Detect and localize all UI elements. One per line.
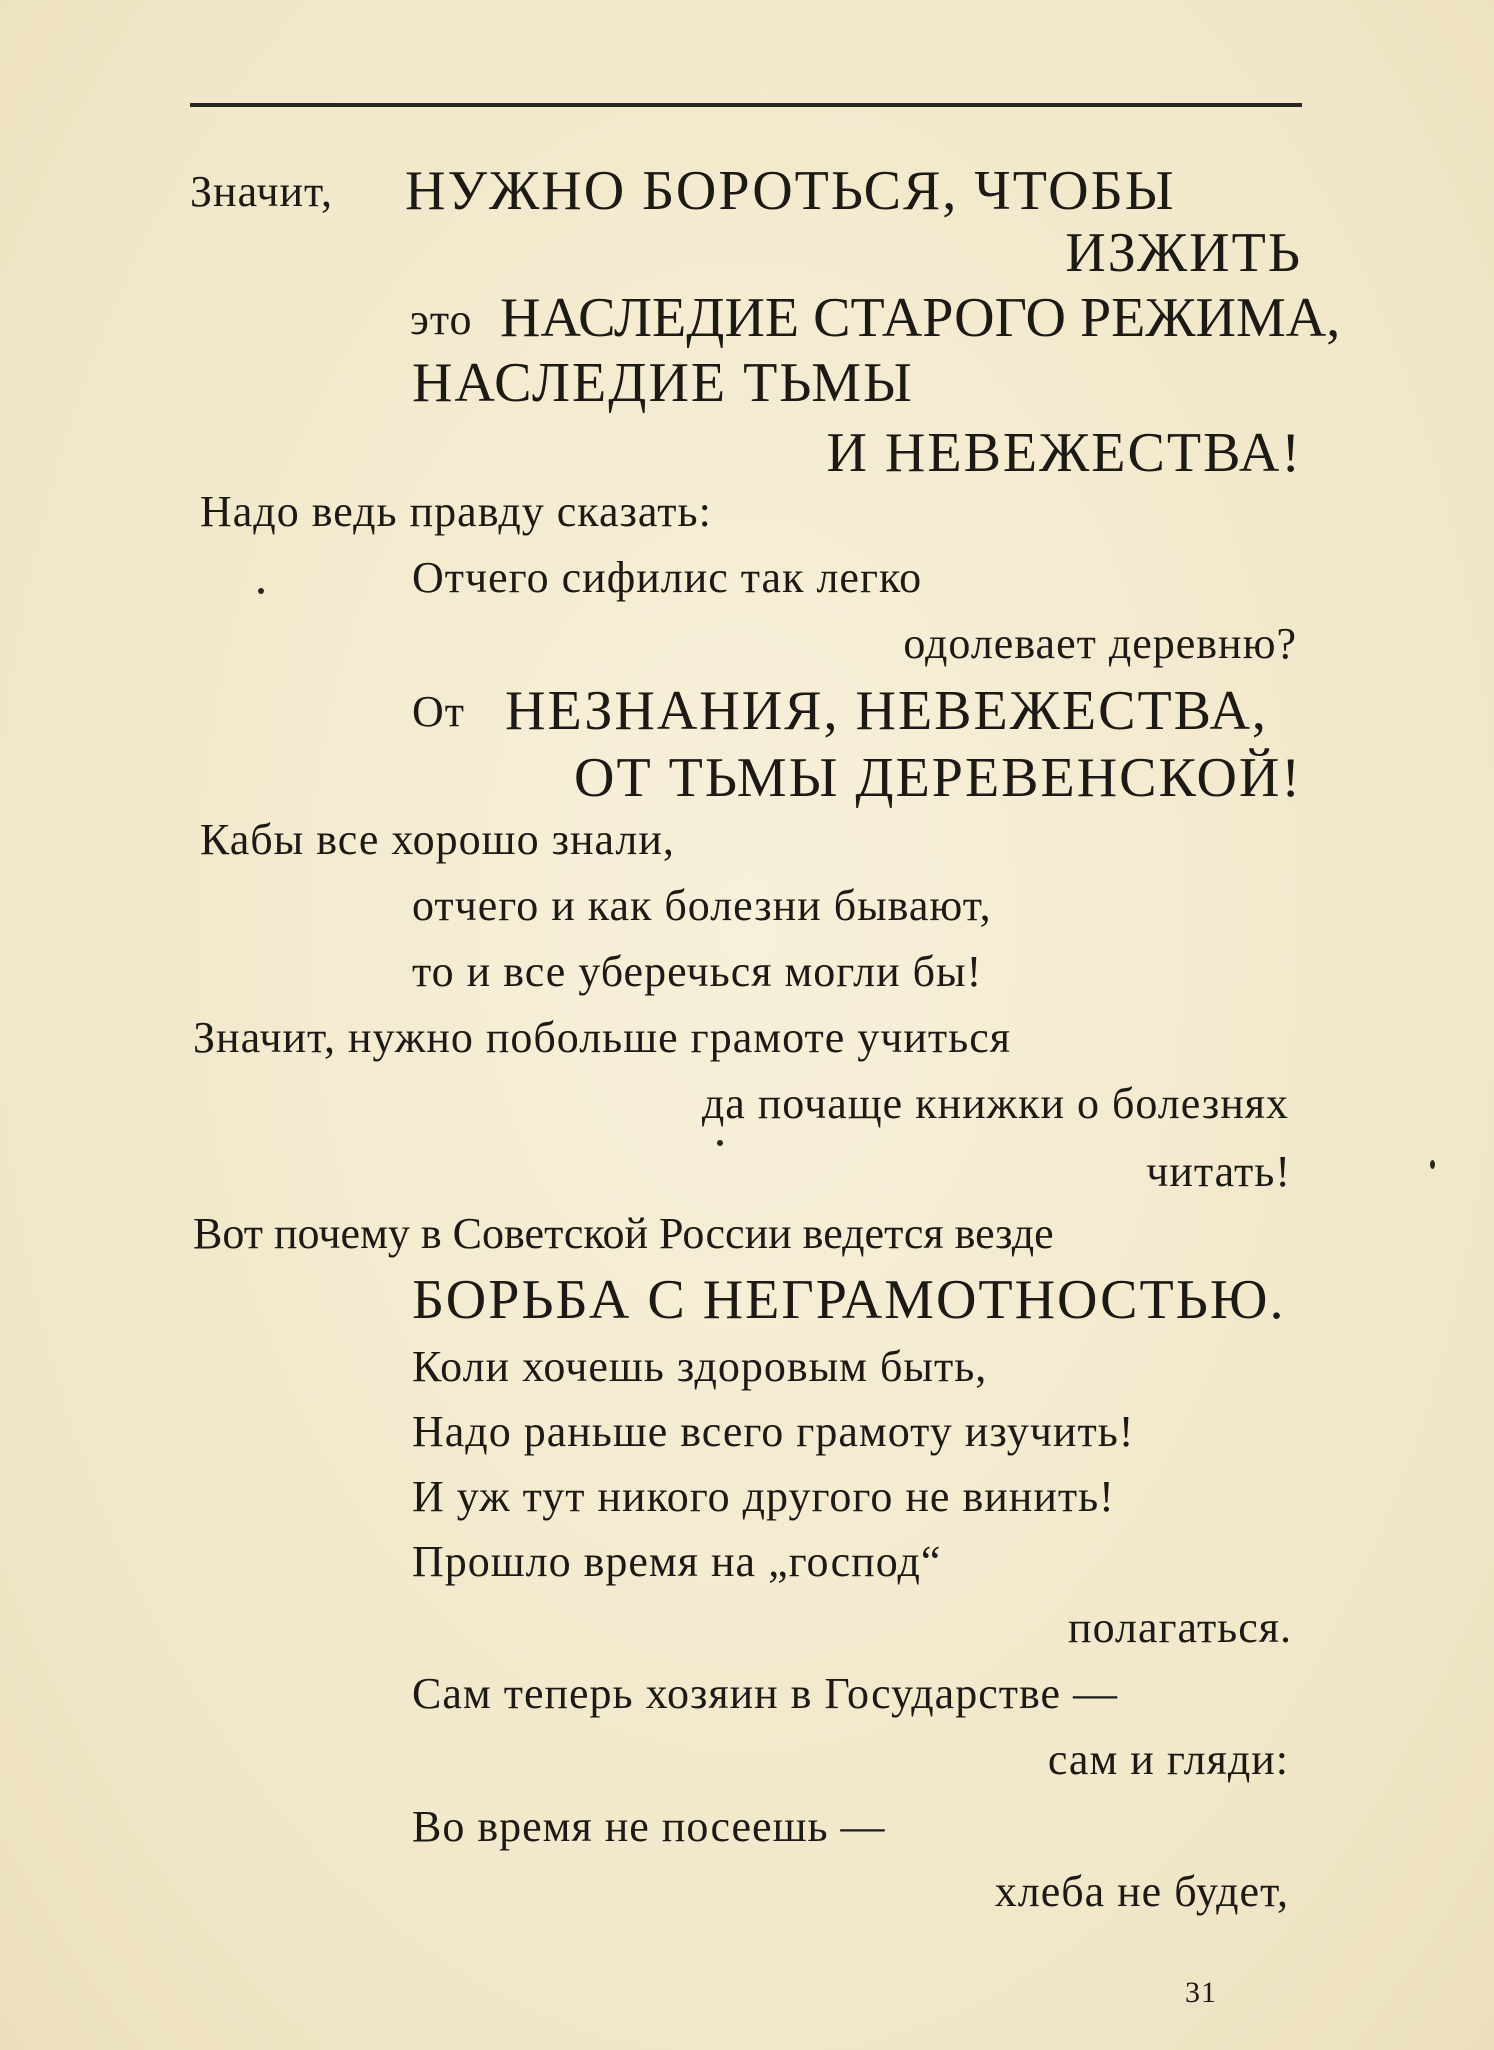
text-line: Коли хочешь здоровым быть,	[412, 1342, 988, 1391]
text-line: сам и гляди:	[1047, 1735, 1289, 1784]
text-line: одолевает деревню?	[903, 619, 1297, 668]
text-line: полагаться.	[1068, 1603, 1292, 1652]
text-line: ОТ ТЬМЫ ДЕРЕВЕНСКОЙ!	[574, 747, 1302, 809]
ink-speck	[258, 588, 264, 594]
text-line: От	[412, 687, 466, 736]
text-line: Значит,	[190, 167, 333, 216]
text-line: то и все уберечься могли бы!	[412, 947, 983, 996]
text-line: ИЗЖИТЬ	[1065, 222, 1302, 284]
text-line: это	[410, 295, 473, 344]
text-line: Во время не посеешь —	[412, 1802, 886, 1851]
text-line: Прошло время на „господ“	[412, 1537, 942, 1586]
top-rule	[190, 103, 1302, 107]
text-line: Вот почему в Советской России ведется везде	[193, 1209, 1054, 1258]
ink-speck	[717, 1140, 723, 1146]
text-line: НАСЛЕДИЕ ТЬМЫ	[412, 352, 914, 414]
text-line: БОРЬБА С НЕГРАМОТНОСТЬЮ.	[412, 1269, 1286, 1331]
text-line: Отчего сифилис так легко	[412, 553, 923, 602]
text-line: Сам теперь хозяин в Государстве —	[412, 1669, 1118, 1718]
text-line: НЕЗНАНИЯ, НЕВЕЖЕСТВА,	[505, 680, 1268, 742]
text-line: отчего и как болезни бывают,	[412, 881, 992, 930]
text-line: хлеба не будет,	[994, 1867, 1289, 1916]
text-line: Кабы все хорошо знали,	[200, 815, 675, 864]
text-line: читать!	[1146, 1147, 1291, 1196]
text-line: И НЕВЕЖЕСТВА!	[826, 422, 1302, 484]
text-line: НАСЛЕДИЕ СТАРОГО РЕЖИМА,	[500, 287, 1341, 349]
text-line: Надо ведь правду сказать:	[200, 487, 712, 536]
page-number: 31	[1185, 1976, 1217, 2009]
text-line: да почаще книжки о болезнях	[701, 1079, 1289, 1128]
text-line: Надо раньше всего грамоту изучить!	[412, 1407, 1135, 1456]
text-line: И уж тут никого другого не винить!	[412, 1472, 1115, 1521]
ink-speck	[1430, 1160, 1435, 1169]
text-line: НУЖНО БОРОТЬСЯ, ЧТОБЫ	[405, 160, 1176, 222]
text-line: Значит, нужно побольше грамоте учиться	[193, 1013, 1011, 1062]
